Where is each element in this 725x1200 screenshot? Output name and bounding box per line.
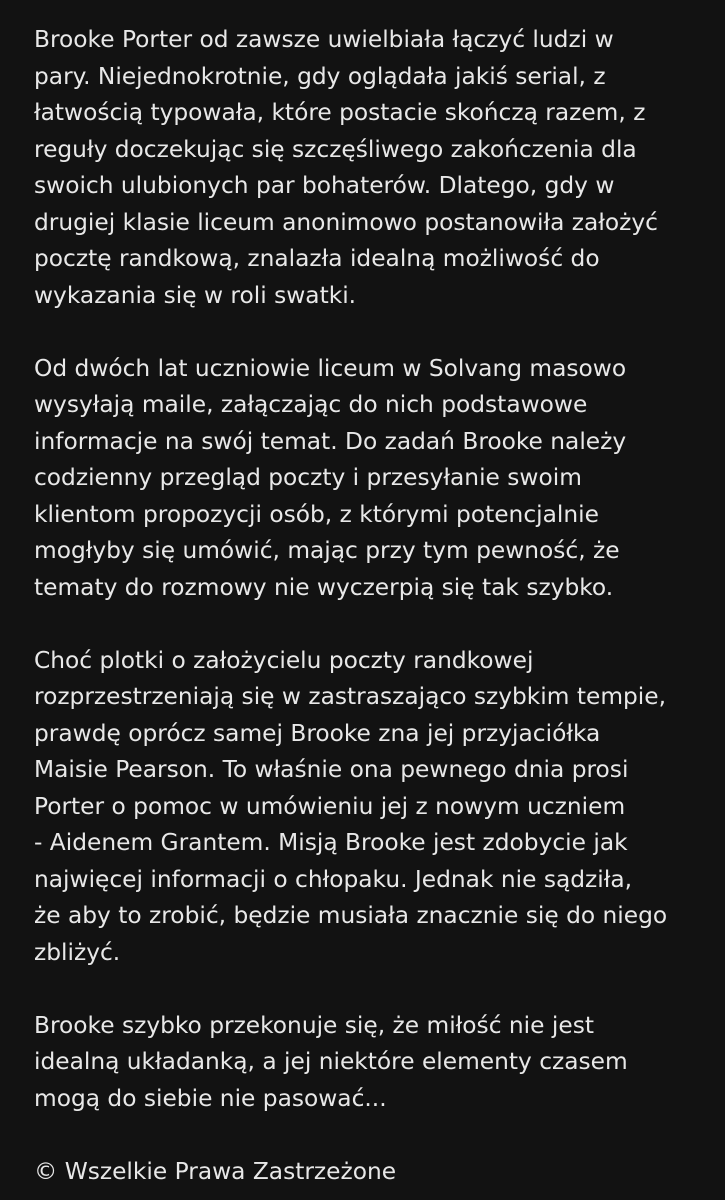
text-line: najwięcej informacji o chłopaku. Jednak nie sądziła,	[34, 865, 633, 893]
paragraph-3	[34, 643, 701, 972]
text-line: że aby to zrobić, będzie musiała znacznie się do niego	[34, 902, 668, 929]
text-line: reguły doczekując się szczęśliwego zakończenia dla	[34, 135, 637, 163]
copyright-notice: © Wszelkie Prawa Zastrzeżone	[34, 1157, 397, 1185]
text-line: - Aidenem Grantem. Misją Brooke jest zdobycie jak	[34, 829, 628, 856]
text-line: wysyłają maile, załączając do nich podstawowe	[34, 391, 588, 418]
text-line: wykazania się w roli swatki.	[34, 281, 357, 309]
paragraph-2	[34, 351, 701, 607]
text-line: Brooke Porter od zawsze uwielbiała łączyć ludzi w	[34, 26, 614, 53]
text-line: mogłyby się umówić, mając przy tym pewność, że	[34, 537, 620, 564]
text-line: łatwością typowała, które postacie skończą razem, z	[34, 99, 646, 126]
text-line: prawdę oprócz samej Brooke zna jej przyjaciółka	[34, 719, 601, 747]
text-line: codzienny przegląd poczty i przesyłanie swoim	[34, 464, 582, 491]
text-line: idealną układanką, a jej niektóre elementy czasem	[34, 1048, 628, 1075]
text-line: Maisie Pearson. To właśnie ona pewnego dnia prosi	[34, 756, 629, 783]
text-line: pocztę randkową, znalazła idealną możliwość do	[34, 245, 600, 272]
text-line: drugiej klasie liceum anonimowo postanowiła założyć	[34, 208, 658, 236]
text-line: swoich ulubionych par bohaterów. Dlatego, gdy w	[34, 172, 615, 199]
text-line: informacje na swój temat. Do zadań Brooke należy	[34, 427, 627, 455]
paragraph-4	[34, 1008, 701, 1118]
text-line: Brooke szybko przekonuje się, że miłość nie jest	[34, 1011, 594, 1039]
text-line: Choć plotki o założycielu poczty randkowej	[34, 646, 534, 674]
text-line: tematy do rozmowy nie wyczerpią się tak szybko.	[34, 573, 614, 601]
text-line: pary. Niejednokrotnie, gdy oglądała jakiś serial, z	[34, 62, 606, 90]
text-line: zbliżyć.	[34, 938, 121, 966]
text-line: mogą do siebie nie pasować...	[34, 1084, 387, 1112]
paragraph-1	[34, 22, 701, 314]
text-line: rozprzestrzeniają się w zastraszająco szybkim tempie,	[34, 683, 667, 710]
text-line: Porter o pomoc w umówieniu jej z nowym uczniem	[34, 792, 626, 820]
text-line: klientom propozycji osób, z którymi potencjalnie	[34, 500, 599, 528]
text-line: Od dwóch lat uczniowie liceum w Solvang masowo	[34, 354, 627, 382]
